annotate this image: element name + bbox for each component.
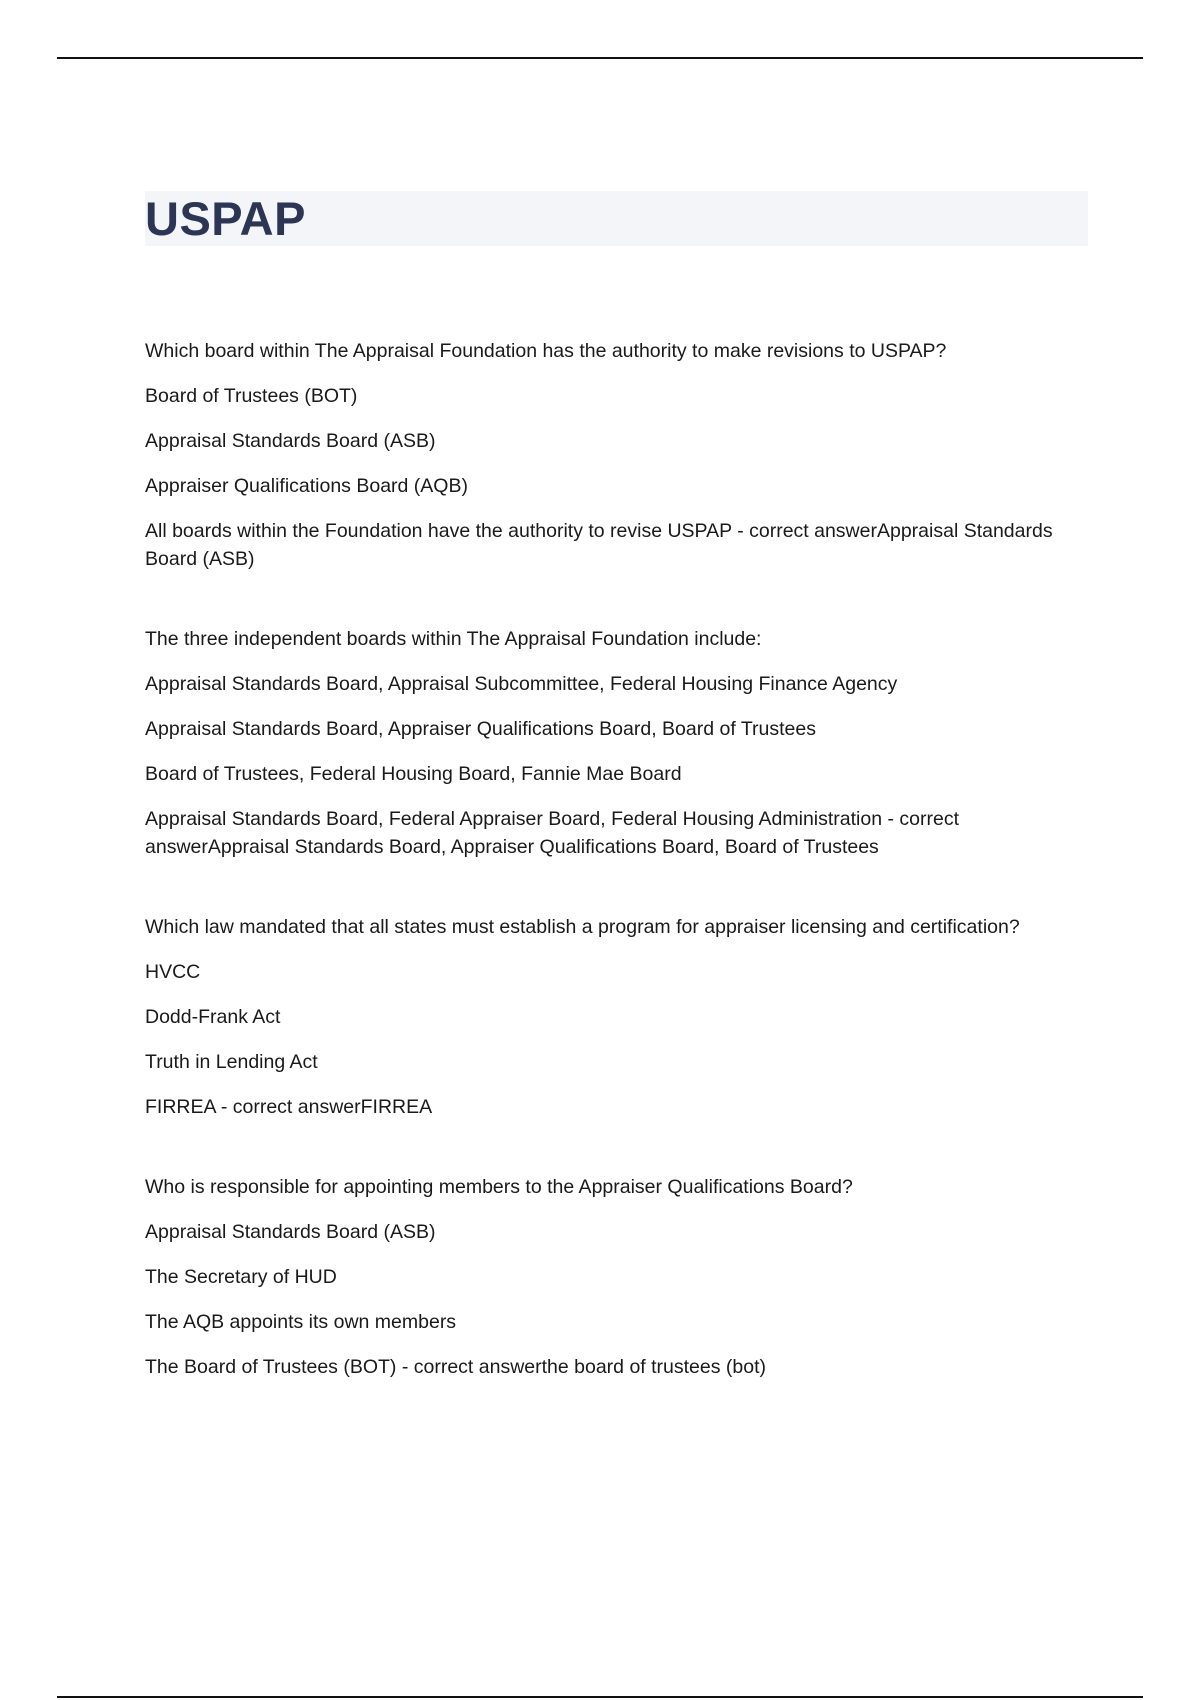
answer-option: Truth in Lending Act	[145, 1051, 318, 1073]
question-text: The three independent boards within The Appraisal Foundation include:	[145, 628, 762, 650]
answer-option-with-correct-answer: All boards within the Foundation have the authority to revise USPAP - correct answerAppraisal Standards Board (ASB)	[145, 520, 1053, 570]
answer-option: Board of Trustees, Federal Housing Board, Fannie Mae Board	[145, 763, 682, 785]
answer-option: Appraisal Standards Board (ASB)	[145, 1221, 436, 1243]
answer-option-with-correct-answer: FIRREA - correct answerFIRREA	[145, 1096, 433, 1118]
answer-option: The AQB appoints its own members	[145, 1311, 457, 1333]
title-banner	[145, 191, 1088, 246]
answer-option: Appraisal Standards Board, Appraisal Subcommittee, Federal Housing Finance Agency	[145, 673, 898, 695]
question-block	[145, 625, 1095, 861]
answer-option-with-correct-answer: The Board of Trustees (BOT) - correct answerthe board of trustees (bot)	[145, 1356, 767, 1378]
answer-option: HVCC	[145, 961, 201, 983]
answer-option: Appraisal Standards Board (ASB)	[145, 430, 436, 452]
question-text: Which law mandated that all states must establish a program for appraiser licensing and certification?	[145, 916, 1020, 938]
answer-option: Appraisal Standards Board, Appraiser Qualifications Board, Board of Trustees	[145, 718, 816, 740]
question-text: Which board within The Appraisal Foundation has the authority to make revisions to USPAP?	[145, 340, 947, 362]
question-block	[145, 1173, 1095, 1381]
footer-rule	[57, 1696, 1143, 1698]
answer-option: Appraiser Qualifications Board (AQB)	[145, 475, 468, 497]
question-block	[145, 913, 1095, 1121]
question-list	[145, 337, 1095, 1433]
answer-option: The Secretary of HUD	[145, 1266, 337, 1288]
header-rule	[57, 57, 1143, 59]
answer-option-with-correct-answer: Appraisal Standards Board, Federal Appraiser Board, Federal Housing Administration - correct answerAppraisal Standards Board, Appraiser Qualifications Board, Board of Trustees	[145, 808, 959, 858]
question-block	[145, 337, 1095, 573]
answer-option: Dodd-Frank Act	[145, 1006, 281, 1028]
question-text: Who is responsible for appointing members to the Appraiser Qualifications Board?	[145, 1176, 853, 1198]
answer-option: Board of Trustees (BOT)	[145, 385, 358, 407]
page-title: USPAP	[145, 192, 306, 245]
